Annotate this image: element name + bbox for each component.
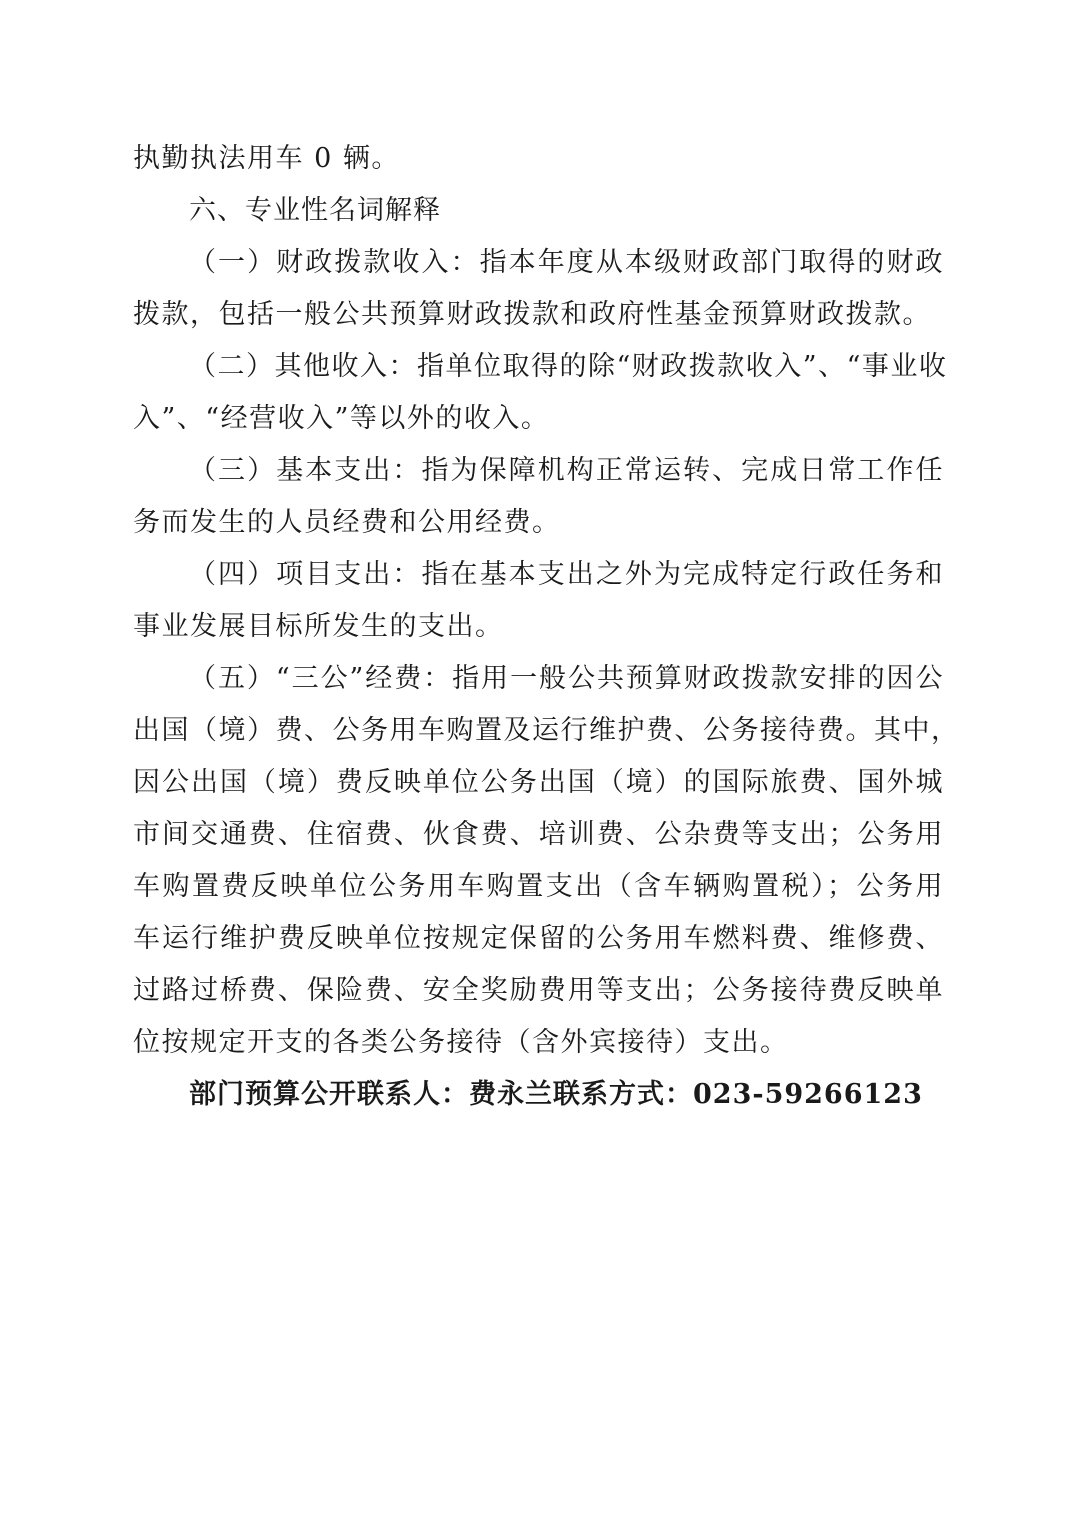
paragraph-2-line: 入”、“经营收入”等以外的收入。 <box>133 403 550 434</box>
paragraph-5-line: 市间交通费、住宿费、伙食费、培训费、公杂费等支出；公务用 <box>133 819 944 850</box>
paragraph-4-line: （四）项目支出：指在基本支出之外为完成特定行政任务和 <box>189 559 944 590</box>
paragraph-3-line: （三）基本支出：指为保障机构正常运转、完成日常工作任 <box>189 455 944 486</box>
paragraph-4-line: 事业发展目标所发生的支出。 <box>133 611 504 642</box>
paragraph-1-line: 拨款，包括一般公共预算财政拨款和政府性基金预算财政拨款。 <box>133 299 931 330</box>
paragraph-5-line: 因公出国（境）费反映单位公务出国（境）的国际旅费、国外城 <box>133 767 944 798</box>
paragraph-1-line: （一）财政拨款收入：指本年度从本级财政部门取得的财政 <box>189 247 944 278</box>
section-heading: 六、专业性名词解释 <box>189 195 441 226</box>
paragraph-2-line: （二）其他收入：指单位取得的除“财政拨款收入”、“事业收 <box>189 351 948 382</box>
paragraph-5-line: 位按规定开支的各类公务接待（含外宾接待）支出。 <box>133 1027 789 1058</box>
paragraph-5-line: （五）“三公”经费：指用一般公共预算财政拨款安排的因公 <box>189 663 944 694</box>
paragraph-5-line: 车购置费反映单位公务用车购置支出（含车辆购置税）；公务用 <box>133 871 944 902</box>
paragraph-5-line: 出国（境）费、公务用车购置及运行维护费、公务接待费。其中， <box>133 715 960 746</box>
vehicle-paragraph-line: 执勤执法用车 0 辆。 <box>133 143 400 174</box>
contact-line: 部门预算公开联系人：费永兰联系方式：023-59266123 <box>189 1079 923 1110</box>
paragraph-3-line: 务而发生的人员经费和公用经费。 <box>133 507 561 538</box>
paragraph-5-line: 过路过桥费、保险费、安全奖励费用等支出；公务接待费反映单 <box>133 975 944 1006</box>
paragraph-5-line: 车运行维护费反映单位按规定保留的公务用车燃料费、维修费、 <box>133 923 944 954</box>
